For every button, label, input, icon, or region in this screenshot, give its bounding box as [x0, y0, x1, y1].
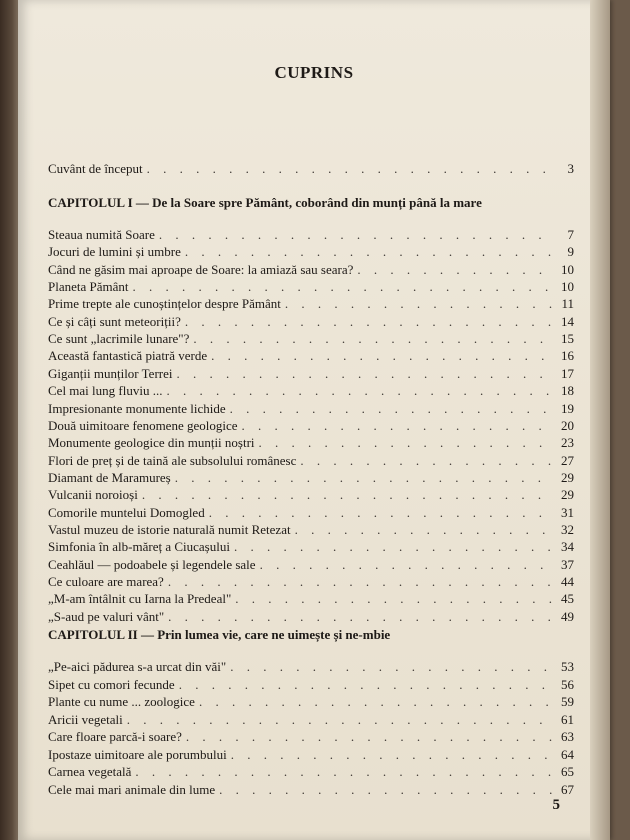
toc-entry	[48, 505, 574, 523]
entry-page: 18	[561, 383, 574, 399]
dot-leader	[186, 729, 552, 745]
toc-entry	[48, 782, 574, 800]
entry-page: 7	[567, 227, 574, 242]
toc-entry	[48, 487, 574, 505]
toc-entry	[48, 694, 574, 712]
entry-page: 34	[561, 539, 574, 555]
entry-label: Simfonia în alb-măreț a Ciucașului	[48, 539, 230, 555]
toc-entry	[48, 764, 574, 782]
toc-entry	[48, 557, 574, 575]
entry-page: 44	[561, 574, 574, 589]
entry-page: 45	[561, 591, 574, 607]
dot-leader	[209, 505, 552, 521]
dot-leader	[231, 747, 552, 763]
dot-leader	[242, 418, 552, 434]
entry-label: Diamant de Maramureș	[48, 469, 171, 485]
dot-leader	[235, 591, 552, 607]
entry-label: Ce sunt „lacrimile lunare"?	[48, 331, 190, 347]
toc-entry	[48, 609, 574, 627]
entry-label: Cel mai lung fluviu ...	[48, 383, 163, 399]
dot-leader	[168, 574, 552, 590]
dot-leader	[357, 262, 552, 278]
toc-entry	[48, 401, 574, 419]
toc-entry	[48, 279, 574, 297]
entry-page: 17	[561, 365, 574, 381]
book-page	[18, 0, 610, 840]
toc-entry	[48, 677, 574, 695]
entry-page: 37	[561, 556, 574, 572]
dot-leader	[230, 659, 552, 675]
entry-page: 16	[561, 348, 574, 364]
entry-label: Ce culoare are marea?	[48, 574, 164, 589]
toc-entry	[48, 227, 574, 245]
entry-page: 32	[561, 521, 574, 537]
entry-label: Carnea vegetală	[48, 764, 132, 779]
entry-label: Ce și câți sunt meteoriții?	[48, 313, 181, 329]
dot-leader	[259, 435, 552, 451]
entry-label: Ipostaze uimitoare ale porumbului	[48, 746, 227, 762]
dot-leader	[300, 453, 552, 469]
toc-entry	[48, 314, 574, 332]
dot-leader	[133, 279, 552, 295]
dot-leader	[179, 677, 552, 693]
entry-page: 53	[561, 659, 574, 674]
entry-page: 64	[561, 746, 574, 762]
dot-leader	[185, 244, 552, 260]
toc-entry	[48, 539, 574, 557]
page-edge	[590, 0, 610, 840]
entry-label: Care floare parcă-i soare?	[48, 729, 182, 744]
entry-label: Când ne găsim mai aproape de Soare: la amiază sau seara?	[48, 261, 354, 277]
dot-leader	[177, 366, 553, 382]
toc-entry	[48, 747, 574, 765]
toc-entry	[48, 712, 574, 730]
toc-entry	[48, 366, 574, 384]
entry-label: Jocuri de lumini și umbre	[48, 244, 181, 260]
entry-page: 29	[561, 487, 574, 503]
toc-entry	[48, 453, 574, 471]
entry-label: Plante cu nume ... zoologice	[48, 694, 195, 709]
entry-page: 9	[567, 244, 574, 260]
entry-label: Ceahlăul — podoabele și legendele sale	[48, 556, 256, 572]
entry-page: 11	[561, 296, 574, 312]
dot-leader	[230, 401, 552, 417]
dot-leader	[234, 539, 552, 555]
entry-label: Impresionante monumente lichide	[48, 400, 226, 416]
entry-page: 20	[561, 417, 574, 433]
chapter-2-heading: CAPITOLUL II — Prin lumea vie, care ne uimește și ne-mbie	[48, 627, 391, 642]
toc-entry	[48, 262, 574, 280]
entry-label: „Pe-aici pădurea s-a urcat din văi"	[48, 659, 227, 674]
entry-label: Steaua numită Soare	[48, 227, 155, 242]
entry-label: Monumente geologice din munții noștri	[48, 435, 255, 451]
toc-entry	[48, 435, 574, 453]
dot-leader	[175, 470, 552, 486]
dot-leader	[211, 348, 552, 364]
entry-label: Giganții munților Terrei	[48, 365, 173, 381]
entry-label: Această fantastică piatră verde	[48, 348, 208, 364]
entry-label: Flori de preț și de taină ale subsolului românesc	[48, 452, 297, 468]
dot-leader	[147, 161, 552, 177]
toc-entry	[48, 591, 574, 609]
entry-page: 61	[561, 711, 574, 727]
dot-leader	[135, 764, 552, 780]
entry-page: 31	[561, 504, 574, 520]
toc-entry	[48, 522, 574, 540]
entry-label: Vulcanii noroioși	[48, 487, 138, 503]
toc-entry	[48, 383, 574, 401]
dot-leader	[219, 782, 552, 798]
entry-page: 65	[561, 764, 574, 779]
entry-page: 59	[561, 694, 574, 709]
dot-leader	[166, 383, 552, 399]
toc-entry	[48, 296, 574, 314]
entry-page: 19	[561, 400, 574, 416]
page-number: 5	[552, 797, 560, 813]
book-spine	[0, 0, 20, 840]
entry-page: 10	[561, 279, 574, 295]
page-title: CUPRINS	[274, 63, 354, 82]
entry-label: „S-aud pe valuri vânt"	[48, 608, 165, 624]
entry-page: 63	[561, 729, 574, 744]
entry-page: 15	[561, 331, 574, 347]
entry-label: Cele mai mari animale din lume	[48, 781, 216, 797]
entry-label: Planeta Pământ	[48, 279, 129, 295]
toc-entry	[48, 574, 574, 592]
toc-entry	[48, 470, 574, 488]
entry-label: Cuvânt de început	[48, 161, 143, 176]
entry-label: Prime trepte ale cunoștințelor despre Pământ	[48, 296, 281, 312]
entry-page: 23	[561, 435, 574, 451]
dot-leader	[193, 331, 552, 347]
dot-leader	[260, 557, 552, 573]
entry-page: 49	[561, 608, 574, 624]
entry-label: „M-am întâlnit cu Iarna la Predeal"	[48, 591, 232, 607]
dot-leader	[159, 227, 552, 243]
entry-page: 14	[561, 313, 574, 329]
entry-page: 56	[561, 676, 574, 692]
entry-page: 3	[567, 161, 574, 176]
entry-label: Sipet cu comori fecunde	[48, 676, 175, 692]
entry-label: Vastul muzeu de istorie naturală numit Retezat	[48, 521, 291, 537]
toc-entry	[48, 331, 574, 349]
chapter-1-heading: CAPITOLUL I — De la Soare spre Pământ, coborând din munți până la mare	[48, 195, 482, 210]
entry-label: Aricii vegetali	[48, 711, 123, 727]
entry-label: Două uimitoare fenomene geologice	[48, 417, 238, 433]
entry-page: 67	[561, 781, 574, 797]
dot-leader	[185, 314, 552, 330]
dot-leader	[127, 712, 552, 728]
entry-page: 27	[561, 452, 574, 468]
dot-leader	[295, 522, 552, 538]
dot-leader	[168, 609, 552, 625]
toc-entry	[48, 659, 574, 677]
toc-entry	[48, 418, 574, 436]
toc-entry	[48, 729, 574, 747]
dot-leader	[199, 694, 552, 710]
entry-page: 29	[561, 469, 574, 485]
toc-entry	[48, 348, 574, 366]
intro-entry	[48, 161, 574, 179]
dot-leader	[142, 487, 552, 503]
entry-label: Comorile muntelui Domogled	[48, 504, 205, 520]
entry-page: 10	[561, 261, 574, 277]
dot-leader	[285, 296, 552, 312]
toc-entry	[48, 244, 574, 262]
